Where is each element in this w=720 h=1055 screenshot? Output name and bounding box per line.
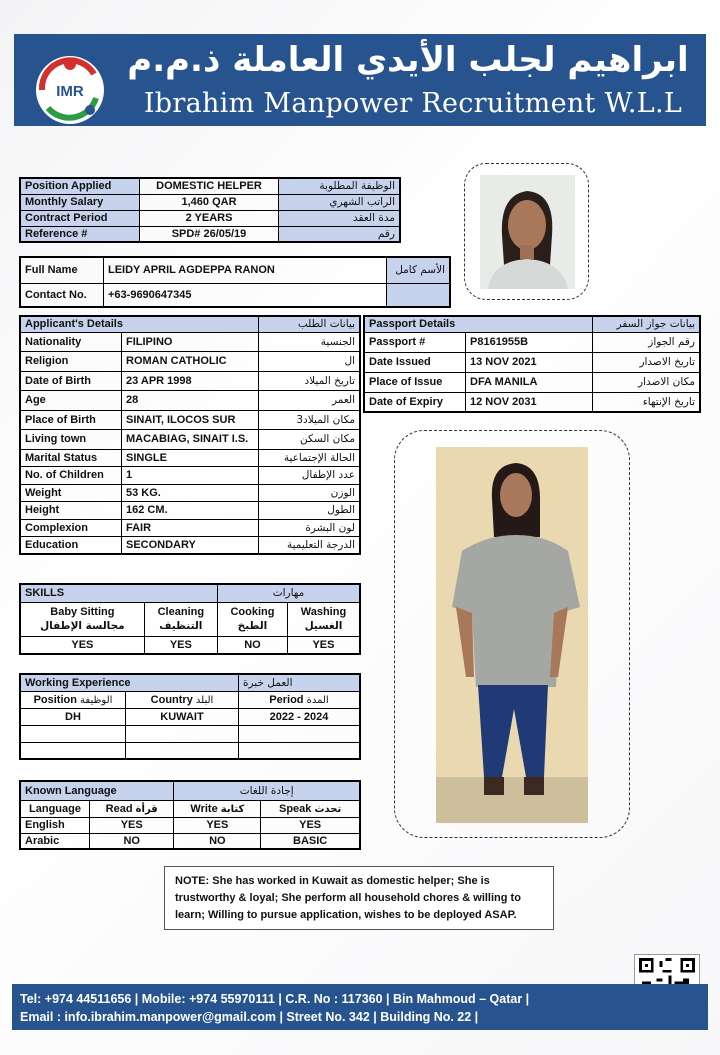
applicant-label-ar: ال — [259, 352, 361, 372]
skills-title-ar: مهارات — [217, 584, 360, 602]
experience-cell: KUWAIT — [126, 708, 239, 725]
skills-table — [19, 583, 361, 655]
language-header — [174, 800, 261, 817]
applicant-value: SINAIT, ILOCOS SUR — [122, 410, 259, 430]
language-header — [261, 800, 360, 817]
language-header-en: Write — [190, 802, 218, 815]
position-label-ar: مدة العقد — [279, 210, 401, 226]
skill-value: YES — [144, 636, 217, 654]
passport-label-ar: مكان الاصدار — [593, 372, 701, 392]
position-row — [20, 210, 400, 226]
applicant-label-ar: مكان الميلاد3 — [259, 410, 361, 430]
experience-cell — [239, 725, 361, 742]
applicant-row — [20, 352, 360, 372]
applicant-row — [20, 467, 360, 485]
applicant-label-ar: الوزن — [259, 484, 361, 502]
passport-row — [364, 352, 700, 372]
contact-label: Contact No. — [20, 283, 104, 307]
applicant-label: Living town — [20, 430, 122, 450]
full-name-ar: الأسم كامل — [387, 257, 451, 283]
applicant-label: Age — [20, 391, 122, 411]
language-cell: YES — [261, 817, 360, 833]
passport-label: Date of Expiry — [364, 392, 466, 412]
passport-row — [364, 332, 700, 352]
skill-name-en: Cleaning — [157, 606, 205, 618]
applicant-value: 23 APR 1998 — [122, 371, 259, 391]
applicant-label-ar: مكان السكن — [259, 430, 361, 450]
applicant-value: 28 — [122, 391, 259, 411]
applicant-label: Religion — [20, 352, 122, 372]
position-value: 2 YEARS — [140, 210, 279, 226]
language-header-ar: تحدث — [314, 803, 342, 815]
experience-cell: DH — [20, 708, 126, 725]
passport-value: DFA MANILA — [466, 372, 593, 392]
company-name-english: Ibrahim Manpower Recruitment W.L.L — [143, 88, 683, 119]
experience-row — [20, 708, 360, 725]
passport-title: Passport Details — [364, 316, 593, 332]
language-header — [20, 800, 90, 817]
passport-label-ar: رقم الجواز — [593, 332, 701, 352]
language-row — [20, 833, 360, 849]
position-label: Reference # — [20, 226, 140, 242]
passport-label: Date Issued — [364, 352, 466, 372]
applicant-row — [20, 332, 360, 352]
experience-header — [20, 691, 126, 708]
experience-header — [126, 691, 239, 708]
applicant-label: Complexion — [20, 519, 122, 537]
contact-ar-cell — [387, 283, 451, 307]
position-value: SPD# 26/05/19 — [140, 226, 279, 242]
skill-name-en: Cooking — [230, 606, 275, 618]
applicant-value: SECONDARY — [122, 537, 259, 555]
skill-value: YES — [20, 636, 144, 654]
applicant-row — [20, 371, 360, 391]
position-row — [20, 194, 400, 210]
applicant-value: MACABIAG, SINAIT I.S. — [122, 430, 259, 450]
applicant-label-ar: الجنسية — [259, 332, 361, 352]
applicant-row — [20, 410, 360, 430]
position-label: Position Applied — [20, 178, 140, 194]
applicant-title-ar: بيانات الطلب — [259, 316, 361, 332]
applicant-row — [20, 519, 360, 537]
skills-title: SKILLS — [20, 584, 217, 602]
language-cell: NO — [90, 833, 174, 849]
language-title: Known Language — [20, 781, 174, 800]
position-value: DOMESTIC HELPER — [140, 178, 279, 194]
passport-value: P8161955B — [466, 332, 593, 352]
skill-name — [144, 602, 217, 636]
experience-header-ar: الوظيفة — [80, 694, 113, 706]
language-header-ar: كتابة — [220, 803, 245, 815]
skill-name-en: Baby Sitting — [50, 606, 115, 618]
experience-header — [239, 691, 361, 708]
applicant-label: Place of Birth — [20, 410, 122, 430]
passport-title-ar: بيانات جواز السفر — [593, 316, 701, 332]
applicant-row — [20, 449, 360, 467]
applicant-label-ar: الطول — [259, 502, 361, 520]
skill-value: YES — [287, 636, 360, 654]
position-label: Monthly Salary — [20, 194, 140, 210]
language-table — [19, 780, 361, 850]
applicant-row — [20, 430, 360, 450]
full-name-label: Full Name — [20, 257, 104, 283]
experience-cell — [20, 742, 126, 759]
experience-header-ar: البلد — [195, 694, 214, 706]
applicant-row — [20, 391, 360, 411]
applicant-label-ar: تاريخ الميلاد — [259, 371, 361, 391]
language-cell: NO — [174, 833, 261, 849]
applicant-value: 1 — [122, 467, 259, 485]
applicant-row — [20, 537, 360, 555]
language-cell: YES — [90, 817, 174, 833]
applicant-value: FAIR — [122, 519, 259, 537]
language-header-ar: قرأة — [135, 803, 158, 815]
position-label: Contract Period — [20, 210, 140, 226]
passport-row — [364, 372, 700, 392]
language-cell: BASIC — [261, 833, 360, 849]
company-name-arabic: ابراهيم لجلب الأيدي العاملة ذ.م.م — [127, 40, 689, 80]
passport-row — [364, 392, 700, 412]
applicant-label-ar: لون البشرة — [259, 519, 361, 537]
applicant-label: Date of Birth — [20, 371, 122, 391]
skill-name-en: Washing — [300, 606, 347, 618]
language-header-en: Language — [29, 802, 81, 815]
passport-label: Passport # — [364, 332, 466, 352]
applicant-label: Marital Status — [20, 449, 122, 467]
applicant-label-ar: الحالة الإجتماعية — [259, 449, 361, 467]
applicant-value: ROMAN CATHOLIC — [122, 352, 259, 372]
applicant-label: Education — [20, 537, 122, 555]
experience-row — [20, 725, 360, 742]
footer-line-email: Email : info.ibrahim.manpower@gmail.com | Street No. 342 | Building No. 22 | — [20, 1010, 479, 1024]
applicant-details-table — [19, 315, 361, 555]
applicant-row — [20, 502, 360, 520]
language-row — [20, 817, 360, 833]
applicant-label: Height — [20, 502, 122, 520]
experience-table — [19, 673, 361, 760]
applicant-value: FILIPINO — [122, 332, 259, 352]
position-row — [20, 178, 400, 194]
position-value: 1,460 QAR — [140, 194, 279, 210]
passport-value: 13 NOV 2021 — [466, 352, 593, 372]
language-header-en: Read — [105, 802, 133, 815]
experience-title: Working Experience — [20, 674, 239, 691]
footer-contact-bar — [12, 984, 708, 1030]
language-title-ar: إجادة اللغات — [174, 781, 360, 800]
applicant-row — [20, 484, 360, 502]
skill-name-ar: التنظيف — [159, 620, 203, 632]
experience-header-en: Country — [150, 693, 193, 706]
experience-cell — [20, 725, 126, 742]
skill-name — [20, 602, 144, 636]
language-header-en: Speak — [279, 802, 312, 815]
experience-header-en: Period — [269, 693, 304, 706]
applicant-label: Nationality — [20, 332, 122, 352]
position-label-ar: الراتب الشهري — [279, 194, 401, 210]
applicant-title: Applicant's Details — [20, 316, 259, 332]
passport-label: Place of Issue — [364, 372, 466, 392]
applicant-label-ar: العمر — [259, 391, 361, 411]
skill-value: NO — [217, 636, 287, 654]
experience-row — [20, 742, 360, 759]
position-table — [19, 177, 401, 243]
footer-line-phone: Tel: +974 44511656 | Mobile: +974 55970111 | C.R. No : 117360 | Bin Mahmoud – Qatar | — [20, 992, 530, 1006]
passport-label-ar: تاريخ الاصدار — [593, 352, 701, 372]
experience-cell — [126, 742, 239, 759]
experience-header-ar: المدة — [306, 694, 329, 706]
applicant-label-ar: عدد الإطفال — [259, 467, 361, 485]
contact-value: +63-9690647345 — [104, 283, 387, 307]
company-logo-icon — [30, 50, 110, 128]
experience-title-ar: العمل خبرة — [239, 674, 361, 691]
experience-cell — [126, 725, 239, 742]
logo-text: IMR — [56, 83, 84, 100]
experience-header-en: Position — [33, 693, 77, 706]
language-cell: Arabic — [20, 833, 90, 849]
experience-cell — [239, 742, 361, 759]
applicant-label-ar: الدرجة التعليمية — [259, 537, 361, 555]
language-cell: English — [20, 817, 90, 833]
applicant-label: No. of Children — [20, 467, 122, 485]
contact-table — [19, 256, 451, 308]
note-box: NOTE: She has worked in Kuwait as domestic helper; She is trustworthy & loyal; She perform all household chores & willing to learn; Willing to pursue application, wishes to be deployed ASAP. — [164, 866, 554, 930]
applicant-full-body-photo — [436, 447, 588, 823]
passport-value: 12 NOV 2031 — [466, 392, 593, 412]
skill-name-ar: الطبخ — [237, 620, 268, 632]
applicant-value: 162 CM. — [122, 502, 259, 520]
applicant-value: 53 KG. — [122, 484, 259, 502]
skill-name-ar: مجالسة الإطفال — [40, 620, 125, 632]
passport-details-table — [363, 315, 701, 413]
applicant-portrait-photo — [480, 175, 575, 289]
skill-name — [217, 602, 287, 636]
language-cell: YES — [174, 817, 261, 833]
language-header — [90, 800, 174, 817]
applicant-label: Weight — [20, 484, 122, 502]
position-label-ar: رقم — [279, 226, 401, 242]
experience-cell: 2022 - 2024 — [239, 708, 361, 725]
skill-name — [287, 602, 360, 636]
skill-name-ar: الغسيل — [304, 620, 343, 632]
position-label-ar: الوظيفة المطلوبة — [279, 178, 401, 194]
full-name-value: LEIDY APRIL AGDEPPA RANON — [104, 257, 387, 283]
passport-label-ar: تاريخ الإنتهاء — [593, 392, 701, 412]
position-row — [20, 226, 400, 242]
applicant-value: SINGLE — [122, 449, 259, 467]
